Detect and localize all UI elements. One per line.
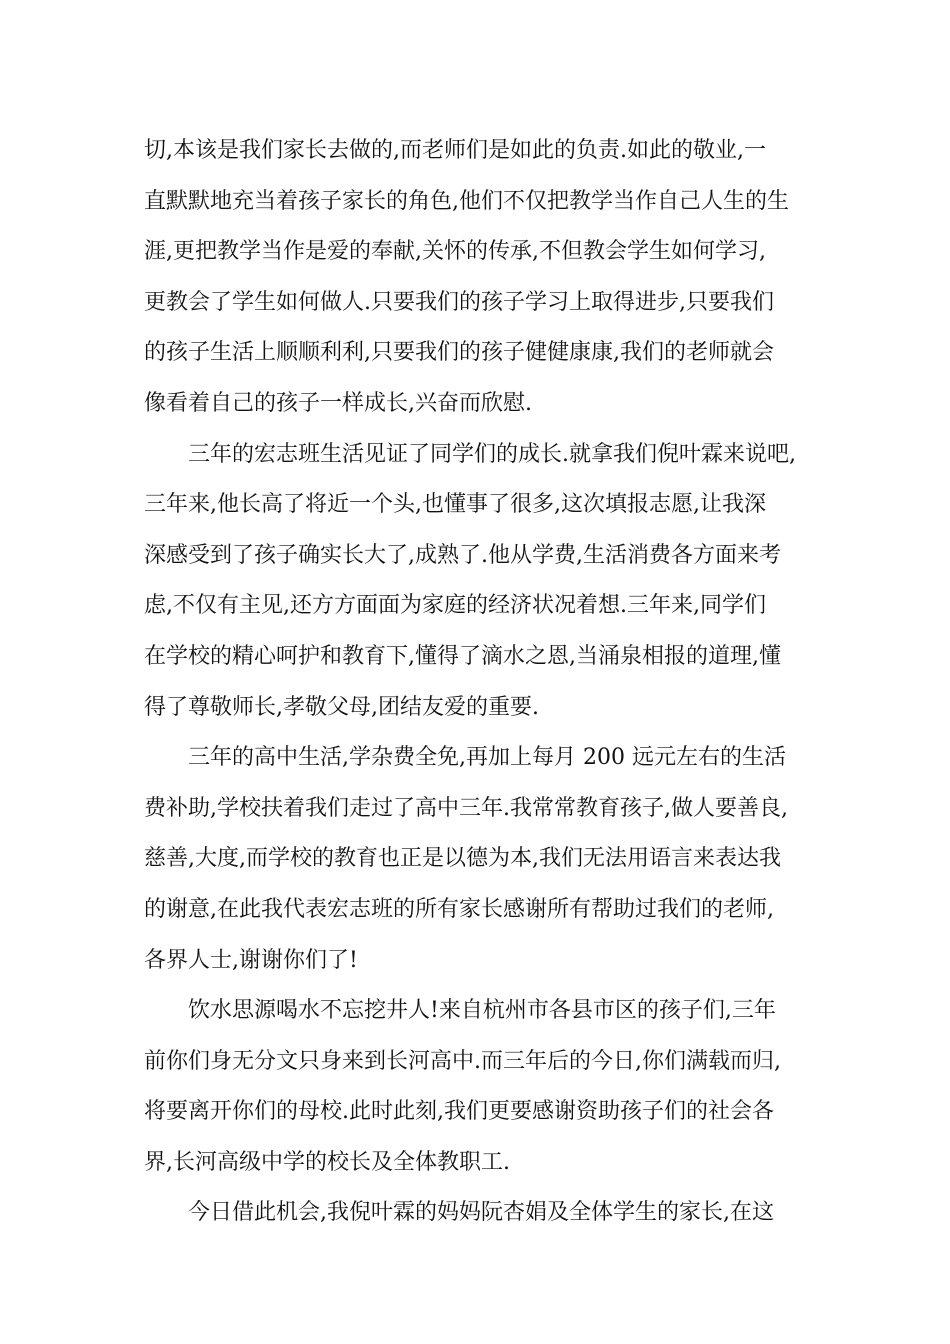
text-line: 在学校的精心呵护和教育下,懂得了滴水之恩,当涌泉相报的道理,懂 (144, 643, 781, 669)
text-line: 直默默地充当着孩子家长的角色,他们不仅把教学当作自己人生的生 (144, 188, 789, 214)
text-line: 涯,更把教学当作是爱的奉献,关怀的传承,不但教会学生如何学习, (144, 239, 766, 265)
text-line: 更教会了学生如何做人.只要我们的孩子学习上取得进步,只要我们 (144, 289, 774, 315)
text-line: 像看着自己的孩子一样成长,兴奋而欣慰. (144, 390, 532, 416)
text-line: 费补助,学校扶着我们走过了高中三年.我常常教育孩子,做人要善良, (144, 795, 788, 821)
text-line: 前你们身无分文只身来到长河高中.而三年后的今日,你们满载而归, (144, 1048, 781, 1074)
text-line: 深感受到了孩子确实长大了,成熟了.他从学费,生活消费各方面来考 (144, 542, 781, 568)
text-line: 的孩子生活上顺顺利利,只要我们的孩子健健康康,我们的老师就会 (144, 340, 774, 366)
paragraph-start-line: 饮水思源喝水不忘挖井人!来自杭州市各县市区的孩子们,三年 (188, 998, 776, 1024)
paragraph-start-line: 今日借此机会,我倪叶霖的妈妈阮杏娟及全体学生的家长,在这 (188, 1200, 774, 1226)
text-line: 得了尊敬师长,孝敬父母,团结友爱的重要. (144, 694, 539, 720)
paragraph-start-line: 三年的高中生活,学杂费全免,再加上每月 200 远元左右的生活 (188, 745, 786, 771)
body-text (144, 126, 814, 1239)
paragraph-start-line: 三年的宏志班生活见证了同学们的成长.就拿我们倪叶霖来说吧, (188, 441, 796, 467)
text-line: 界,长河高级中学的校长及全体教职工. (144, 1149, 510, 1175)
text-line: 切,本该是我们家长去做的,而老师们是如此的负责.如此的敬业,一 (144, 138, 766, 163)
text-line: 虑,不仅有主见,还方方面面为家庭的经济状况着想.三年来,同学们 (144, 593, 766, 619)
text-line: 各界人士,谢谢你们了! (144, 947, 358, 973)
text-line: 将要离开你们的母校.此时此刻,我们更要感谢资助孩子们的社会各 (144, 1099, 774, 1125)
text-line: 慈善,大度,而学校的教育也正是以德为本,我们无法用语言来表达我 (144, 846, 781, 872)
text-line: 的谢意,在此我代表宏志班的所有家长感谢所有帮助过我们的老师, (144, 896, 774, 922)
text-line: 三年来,他长高了将近一个头,也懂事了很多,这次填报志愿,让我深 (144, 492, 766, 518)
